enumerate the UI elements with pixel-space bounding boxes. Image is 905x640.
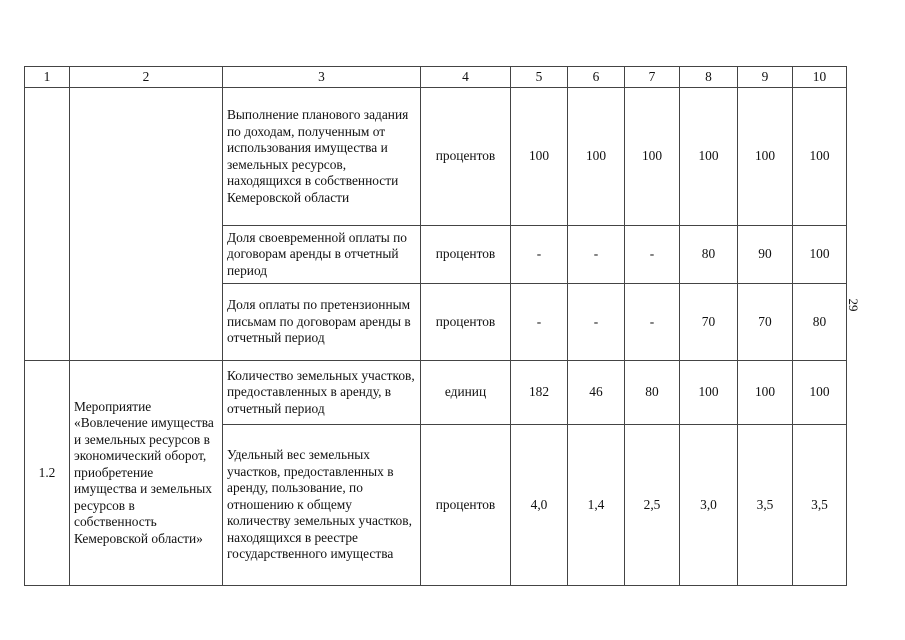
value-cell: 80	[793, 284, 847, 361]
value-cell: 100	[738, 88, 793, 226]
header-cell-2: 2	[70, 67, 223, 88]
value-cell: 100	[793, 361, 847, 425]
unit-cell: процентов	[421, 284, 511, 361]
value-cell: -	[625, 226, 680, 284]
value-cell: 90	[738, 226, 793, 284]
value-cell: -	[568, 226, 625, 284]
header-cell-10: 10	[793, 67, 847, 88]
value-cell: 3,5	[738, 425, 793, 586]
unit-cell: процентов	[421, 425, 511, 586]
value-cell: -	[511, 226, 568, 284]
value-cell: 70	[738, 284, 793, 361]
value-cell: 100	[568, 88, 625, 226]
page-number: 29	[846, 298, 861, 312]
value-cell: -	[568, 284, 625, 361]
header-cell-5: 5	[511, 67, 568, 88]
indicators-table	[24, 66, 847, 586]
unit-cell: единиц	[421, 361, 511, 425]
value-cell: 3,5	[793, 425, 847, 586]
indicator-cell: Количество земельных участков, предоставленных в аренду, в отчетный период	[223, 361, 421, 425]
header-cell-6: 6	[568, 67, 625, 88]
value-cell: -	[511, 284, 568, 361]
value-cell: 1,4	[568, 425, 625, 586]
table-row	[25, 88, 847, 226]
value-cell: 100	[511, 88, 568, 226]
indicator-cell: Выполнение планового задания по доходам, полученным от использования имущества и земельных ресурсов, находящихся в собственности Кемеровской области	[223, 88, 421, 226]
value-cell: 4,0	[511, 425, 568, 586]
value-cell: 2,5	[625, 425, 680, 586]
header-row	[25, 67, 847, 88]
header-cell-1: 1	[25, 67, 70, 88]
measure-name-cell: Мероприятие «Вовлечение имущества и земельных ресурсов в экономический оборот, приобретение имущества и земельных ресурсов в собственность Кемеровской области»	[70, 361, 223, 586]
unit-cell: процентов	[421, 88, 511, 226]
indicator-cell: Удельный вес земельных участков, предоставленных в аренду, пользование, по отношению к общему количеству земельных участков, находящихся в реестре государственного имущества	[223, 425, 421, 586]
value-cell: 100	[738, 361, 793, 425]
header-cell-7: 7	[625, 67, 680, 88]
table-row	[25, 361, 847, 425]
value-cell: 3,0	[680, 425, 738, 586]
value-cell: 70	[680, 284, 738, 361]
value-cell: 100	[793, 88, 847, 226]
measure-name-cell	[70, 88, 223, 361]
value-cell: 100	[680, 361, 738, 425]
header-cell-4: 4	[421, 67, 511, 88]
header-cell-8: 8	[680, 67, 738, 88]
value-cell: 100	[793, 226, 847, 284]
value-cell: 80	[625, 361, 680, 425]
value-cell: 46	[568, 361, 625, 425]
value-cell: 182	[511, 361, 568, 425]
row-number-cell	[25, 88, 70, 361]
value-cell: 80	[680, 226, 738, 284]
row-number-cell: 1.2	[25, 361, 70, 586]
header-cell-3: 3	[223, 67, 421, 88]
unit-cell: процентов	[421, 226, 511, 284]
value-cell: 100	[625, 88, 680, 226]
value-cell: 100	[680, 88, 738, 226]
header-cell-9: 9	[738, 67, 793, 88]
indicator-cell: Доля оплаты по претензионным письмам по договорам аренды в отчетный период	[223, 284, 421, 361]
indicator-cell: Доля своевременной оплаты по договорам аренды в отчетный период	[223, 226, 421, 284]
value-cell: -	[625, 284, 680, 361]
